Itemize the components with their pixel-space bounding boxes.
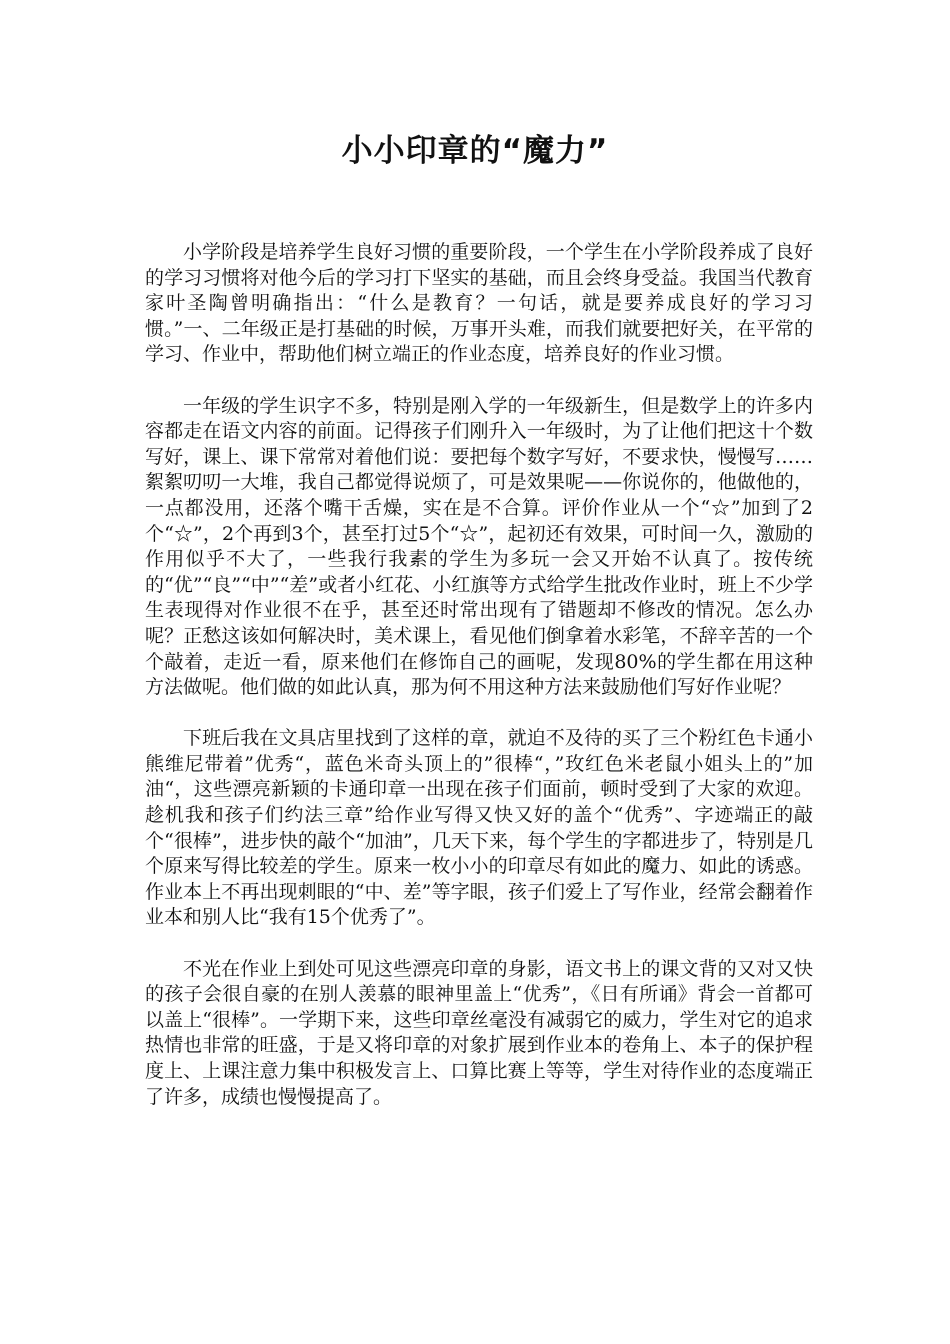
- paragraph-3: 下班后我在文具店里找到了这样的章，就迫不及待的买了三个粉红色卡通小熊维尼带着”优秀“，蓝色米奇头顶上的”很棒“，”玫红色米老鼠小姐头上的”加油“，这些漂亮新颖的卡通印章一出现在孩子们面前，顿时受到了大家的欢迎。趁机我和孩子们约法三章”给作业写得又快又好的盖个“优秀”、字迹端正的敲个“很棒”，进步快的敲个“加油”，几天下来，每个学生的字都进步了，特别是几个原来写得比较差的学生。原来一枚小小的印章尽有如此的魔力、如此的诱惑。作业本上不再出现刺眼的“中、差”等字眼，孩子们爱上了写作业，经常会翻着作业本和别人比“我有15个优秀了”。: [145, 727, 813, 929]
- paragraph-4: 不光在作业上到处可见这些漂亮印章的身影，语文书上的课文背的又对又快的孩子会很自豪的在别人羡慕的眼神里盖上“优秀”，《日有所诵》背会一首都可以盖上“很棒”。一学期下来，这些印章丝毫没有减弱它的威力，学生对它的追求热情也非常的旺盛，于是又将印章的对象扩展到作业本的卷角上、本子的保护程度上、上课注意力集中积极发言上、口算比赛上等等，学生对待作业的态度端正了许多，成绩也慢慢提高了。: [145, 957, 813, 1108]
- paragraph-2: 一年级的学生识字不多，特别是刚入学的一年级新生，但是数学上的许多内容都走在语文内容的前面。记得孩子们刚升入一年级时，为了让他们把这十个数写好，课上、课下常常对着他们说：要把每个数字写好，不要求快，慢慢写……絮絮叨叨一大堆，我自己都觉得说烦了，可是效果呢——你说你的，他做他的，一点都没用，还落个嘴干舌燥，实在是不合算。评价作业从一个“☆”加到了2个“☆”，2个再到3个，甚至打过5个“☆”，起初还有效果，可时间一久，激励的作用似乎不大了，一些我行我素的学生为多玩一会又开始不认真了。按传统的“优”“良”“中”“差”或者小红花、小红旗等方式给学生批改作业时，班上不少学生表现得对作业很不在乎，甚至还时常出现有了错题却不修改的情况。怎么办呢？正愁这该如何解决时，美术课上，看见他们倒拿着水彩笔，不辞辛苦的一个个敲着，走近一看，原来他们在修饰自己的画呢，发现80%的学生都在用这种方法做呢。他们做的如此认真，那为何不用这种方法来鼓励他们写好作业呢？: [145, 394, 813, 699]
- paragraph-1: 小学阶段是培养学生良好习惯的重要阶段，一个学生在小学阶段养成了良好的学习习惯将对他今后的学习打下坚实的基础，而且会终身受益。我国当代教育家叶圣陶曾明确指出：“什么是教育？一句话，就是要养成良好的学习习惯。”一、二年级正是打基础的时候，万事开头难，而我们就要把好关，在平常的学习、作业中，帮助他们树立端正的作业态度，培养良好的作业习惯。: [145, 241, 813, 366]
- document-title: 小小印章的“魔力”: [341, 133, 609, 169]
- document-body: [145, 240, 813, 1110]
